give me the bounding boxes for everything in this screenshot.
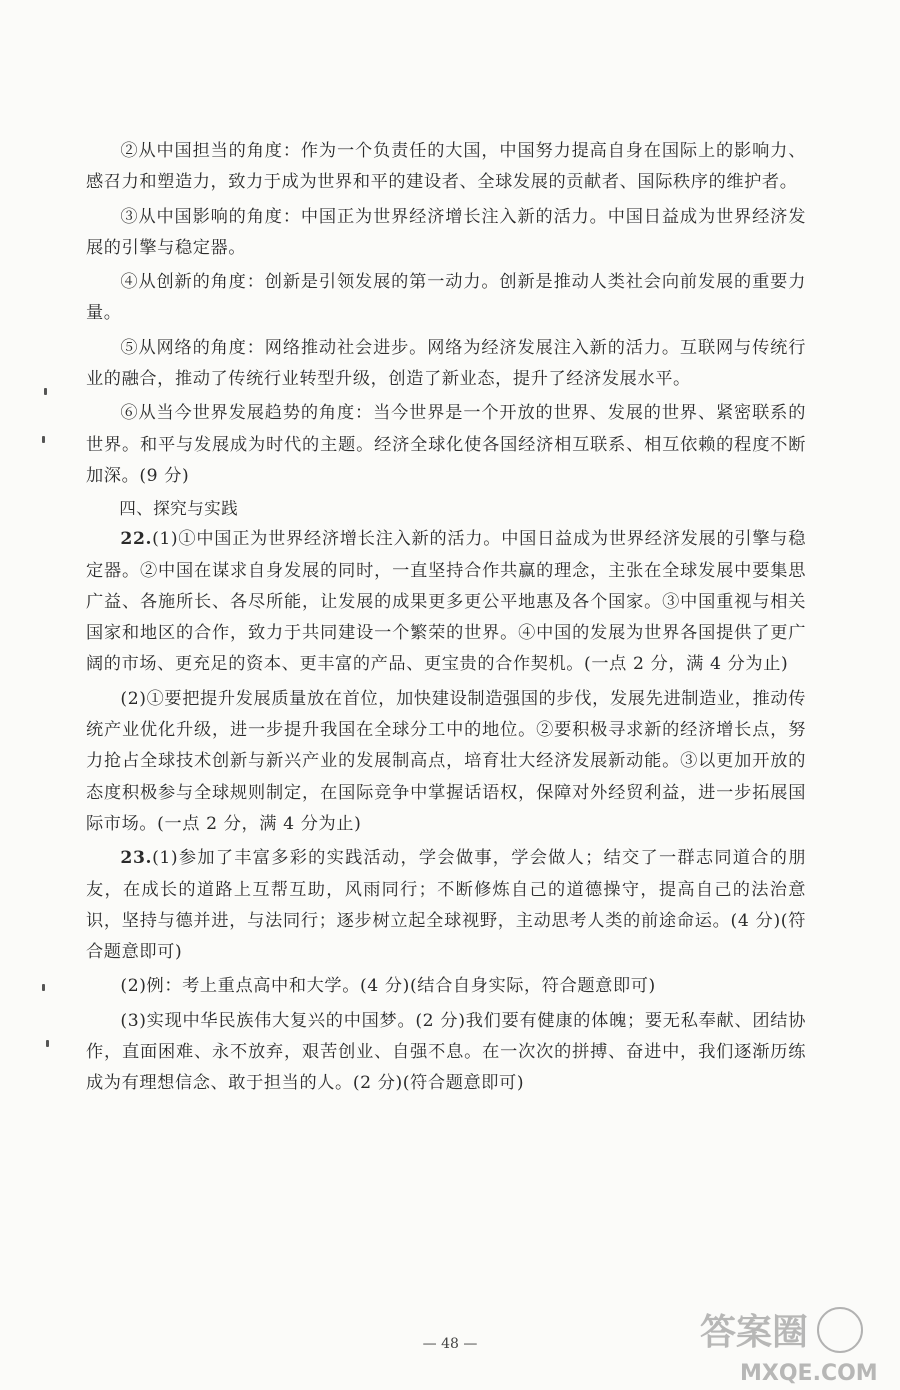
q23-part1-text: (1)参加了丰富多彩的实践活动，学会做事，学会做人；结交了一群志同道合的朋友，在成长的道路上互帮互助，风雨同行；不断修炼自己的道德操守，提高自己的法治意识，坚持与德并进，与法同行；逐步树立起全球视野，主动思考人类的前途命运。(4 分)(符合题意即可) (86, 848, 806, 963)
paragraph-innovation: ④从创新的角度：创新是引领发展的第一动力。创新是推动人类社会向前发展的重要力量。 (86, 272, 806, 324)
paragraph-china-responsibility: ②从中国担当的角度：作为一个负责任的大国，中国努力提高自身在国际上的影响力、感召力和塑造力，致力于成为世界和平的建设者、全球发展的贡献者、国际秩序的维护者。 (86, 141, 806, 193)
q23-part2: (2)例：考上重点高中和大学。(4 分)(结合自身实际，符合题意即可) (120, 976, 656, 997)
q23-part3: (3)实现中华民族伟大复兴的中国梦。(2 分)我们要有健康的体魄；要无私奉献、团结协作，直面困难、永不放弃，艰苦创业、自强不息。在一次次的拼搏、奋进中，我们逐渐历练成为有理想信念、敢于担当的人。(2 分)(符合题意即可) (86, 1010, 806, 1094)
scan-speck (42, 984, 45, 991)
q22-part2: (2)①要把提升发展质量放在首位，加快建设制造强国的步伐，发展先进制造业，推动传统产业优化升级，进一步提升我国在全球分工中的地位。②要积极寻求新的经济增长点，努力抢占全球技术创新与新兴产业的发展制高点，培育壮大经济发展新动能。③以更加开放的态度积极参与全球规则制定，在国际竞争中掌握话语权，保障对外经贸利益，进一步拓展国际市场。(一点 2 分，满 4 分为止) (86, 688, 806, 834)
watermark-text-top: 答案圈 (700, 1312, 809, 1353)
q22-part1 (86, 524, 806, 680)
paragraph-world-trend: ⑥从当今世界发展趋势的角度：当今世界是一个开放的世界、发展的世界、紧密联系的世界。和平与发展成为时代的主题。经济全球化使各国经济相互联系、相互依赖的程度不断加深。(9 分) (86, 403, 806, 486)
section-heading: 四、探究与实践 (119, 499, 239, 519)
scan-speck (44, 388, 47, 395)
watermark-logo-icon (690, 1300, 890, 1385)
page-number: — 48 — (422, 1336, 478, 1352)
paragraph-china-influence: ③从中国影响的角度：中国正为世界经济增长注入新的活力。中国日益成为世界经济发展的引擎与稳定器。 (86, 206, 806, 258)
answer-content (86, 136, 806, 1100)
watermark-text-bottom: MXQE.COM (740, 1361, 878, 1385)
scan-speck (42, 436, 45, 443)
paragraph-network: ⑤从网络的角度：网络推动社会进步。网络为经济发展注入新的活力。互联网与传统行业的融合，推动了传统行业转型升级，创造了新业态，提升了经济发展水平。 (86, 337, 806, 390)
q22-part1-text: (1)①中国正为世界经济增长注入新的活力。中国日益成为世界经济发展的引擎与稳定器。②中国在谋求自身发展的同时，一直坚持合作共赢的理念，主张在全球发展中要集思广益、各施所长、各尽所能，让发展的成果更多更公平地惠及各个国家。③中国重视与相关国家和地区的合作，致力于共同建设一个繁荣的世界。④中国的发展为世界各国提供了更广阔的市场、更充足的资本、更丰富的产品、更宝贵的合作契机。(一点 2 分，满 4 分为止) (86, 529, 806, 675)
scan-speck (46, 1040, 49, 1047)
q23-number: 23. (120, 848, 153, 869)
q22-number: 22. (120, 529, 153, 550)
q23-part1 (86, 843, 806, 968)
